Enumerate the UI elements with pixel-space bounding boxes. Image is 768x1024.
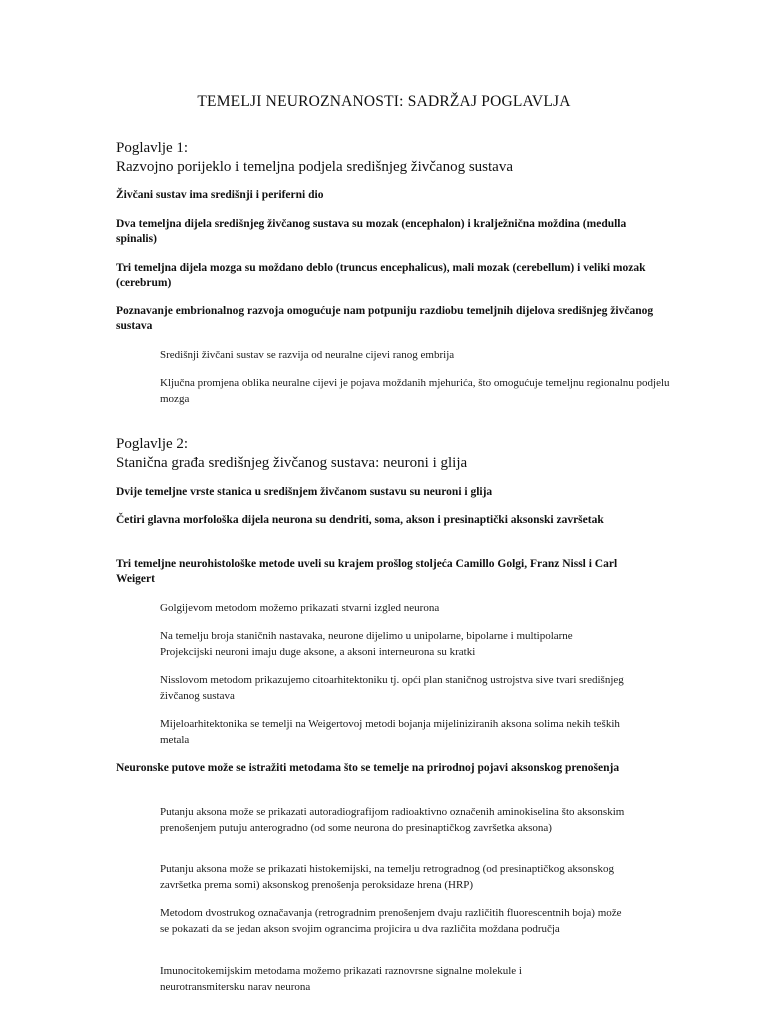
chapter-1-bold-2: Dva temeljna dijela središnjeg živčanog sustava su mozak (encephalon) i kralježnična moždina (medulla spinalis) <box>116 218 627 245</box>
chapter-1-header <box>116 139 676 177</box>
chapter-2-bold-3: Tri temeljne neurohistološke metode uveli su krajem prošlog stoljeća Camillo Golgi, Franz Nissl i Carl Weigert <box>116 558 618 585</box>
chapter-2-header <box>116 435 676 473</box>
chapter-1-bold-3: Tri temeljna dijela mozga su moždano deblo (truncus encephalicus), mali mozak (cerebellum) i veliki mozak (cerebrum) <box>116 262 646 289</box>
chapter-2-sub-8: Imunocitokemijskim metodama možemo prikazati raznovrsne signalne molekule i neurotransmitersku narav neurona <box>160 965 522 993</box>
chapter-2-sub-6: Putanju aksona može se prikazati histokemijski, na temelju retrogradnog (od presinaptičkog aksonskog završetka prema somi) aksonskog prenošenja peroksidaze hrena (HRP) <box>160 863 614 891</box>
chapter-1-label: Poglavlje 1: <box>116 140 189 156</box>
chapter-2-sub-3: Nisslovom metodom prikazujemo citoarhitektoniku tj. opći plan staničnog ustrojstva sive tvari središnjeg živčanog sustava <box>160 674 624 702</box>
chapter-2-sub-7: Metodom dvostrukog označavanja (retrogradnim prenošenjem dvaju različitih fluorescentnih boja) može se pokazati da se jedan akson svojim ograncima projicira u dva različita moždana područja <box>160 907 622 935</box>
chapter-2-bold-1: Dvije temeljne vrste stanica u središnjem živčanom sustavu su neuroni i glija <box>116 486 493 498</box>
chapter-2-sub-2: Na temelju broja staničnih nastavaka, neurone dijelimo u unipolarne, bipolarne i multipolarne Projekcijski neuroni imaju duge aksone, a aksoni interneurona su kratki <box>160 630 573 658</box>
document-title: TEMELJI NEUROZNANOSTI: SADRŽAJ POGLAVLJA <box>197 93 571 110</box>
chapter-2-bold-2: Četiri glavna morfološka dijela neurona su dendriti, soma, akson i presinaptički aksonski završetak <box>116 514 604 526</box>
chapter-1-heading: Razvojno porijeklo i temeljna podjela središnjeg živčanog sustava <box>116 159 513 175</box>
chapter-1-bold-4: Poznavanje embrionalnog razvoja omogućuje nam potpuniju razdiobu temeljnih dijelova središnjeg živčanog sustava <box>116 305 654 332</box>
chapter-2-heading: Stanična građa središnjeg živčanog sustava: neuroni i glija <box>116 455 468 471</box>
chapter-2-bold-4: Neuronske putove može se istražiti metodama što se temelje na prirodnoj pojavi aksonskog prenošenja <box>116 762 620 774</box>
chapter-2-label: Poglavlje 2: <box>116 436 189 452</box>
chapter-2-sub-5: Putanju aksona može se prikazati autoradiografijom radioaktivno označenih aminokiselina što aksonskim prenošenjem putuju anterogradno (od some neurona do presinaptičkog završetka aksona) <box>160 806 625 834</box>
chapter-2-sub-4: Mijeloarhitektonika se temelji na Weigertovoj metodi bojanja mijeliniziranih aksona solima nekih teških metala <box>160 718 620 746</box>
chapter-1-sub-2: Ključna promjena oblika neuralne cijevi je pojava moždanih mjehurića, što omogućuje temeljnu regionalnu podjelu mozga <box>160 377 670 405</box>
chapter-1-sub-1: Središnji živčani sustav se razvija od neuralne cijevi ranog embrija <box>160 349 455 361</box>
chapter-1-bold-1: Živčani sustav ima središnji i periferni dio <box>116 189 324 201</box>
chapter-2-sub-1: Golgijevom metodom možemo prikazati stvarni izgled neurona <box>160 602 440 614</box>
